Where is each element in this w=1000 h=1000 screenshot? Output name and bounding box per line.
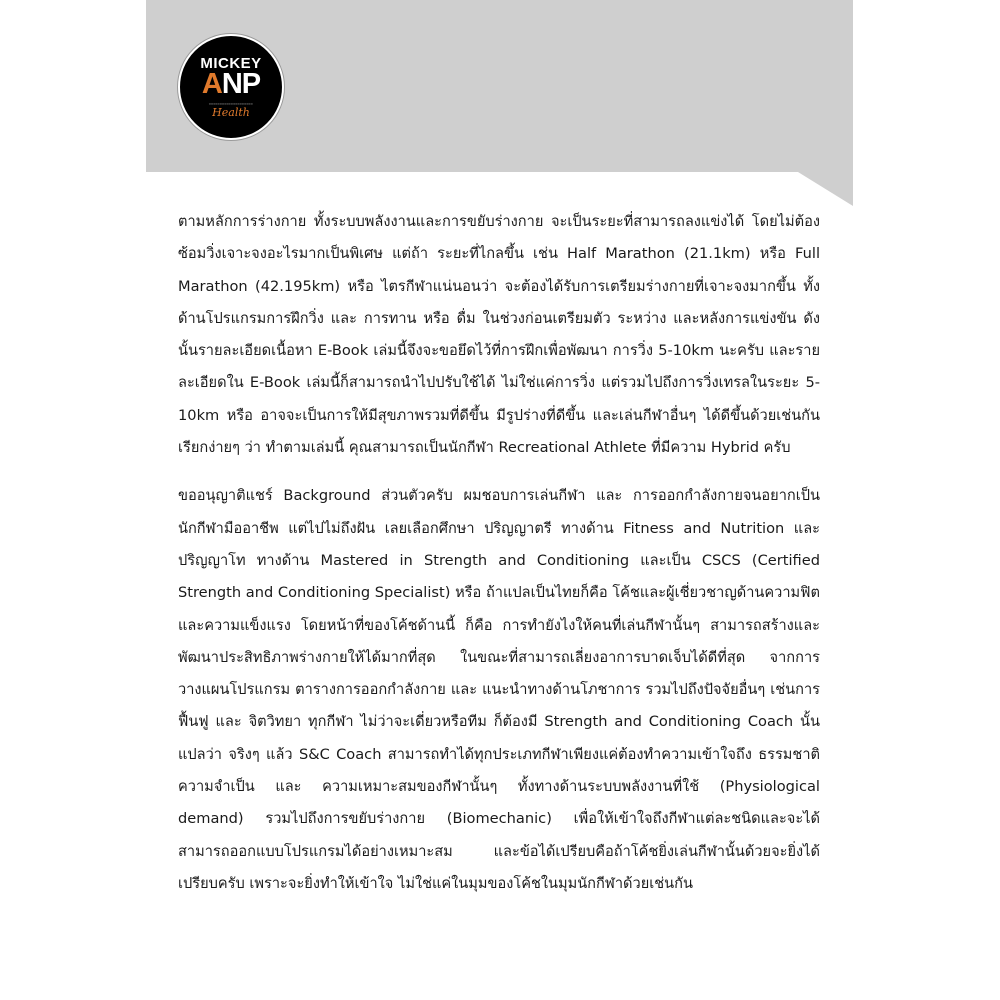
logo-brand-text xyxy=(180,68,282,101)
page-body xyxy=(178,206,820,900)
header-fold-corner xyxy=(798,172,853,206)
body-paragraph-2: ขออนุญาติแชร์ Background ส่วนตัวครับ ผมชอบการเล่นกีฬา และ การออกกำลังกายจนอยากเป็นนักกีฬามืออาชีพ แต่ไปไม่ถึงฝัน เลยเลือกศึกษา ปริญญาตรี ทางด้าน Fitness and Nutrition และ ปริญญาโท ทางด้าน Mastered in Strength and Conditioning และเป็น CSCS (Certified Strength and Conditioning Specialist) หรือ ถ้าแปลเป็นไทยก็คือ โค้ชและผู้เชี่ยวชาญด้านความฟิตและความแข็งแรง โดยหน้าที่ของโค้ชด้านนี้ ก็คือ การทำยังไงให้คนที่เล่นกีฬานั้นๆ สามารถสร้างและพัฒนาประสิทธิภาพร่างกายให้ได้มากที่สุด ในขณะที่สามารถเลี่ยงอาการบาดเจ็บได้ดีที่สุด จากการวางแผนโปรแกรม ตารางการออกกำลังกาย และ แนะนำทางด้านโภชาการ รวมไปถึงปัจจัยอื่นๆ เช่นการฟื้นฟู และ จิตวิทยา ทุกกีฬา ไม่ว่าจะเดี่ยวหรือทีม ก็ต้องมี Strength and Conditioning Coach นั้นแปลว่า จริงๆ แล้ว S&C Coach สามารถทำได้ทุกประเภทกีฬาเพียงแค่ต้องทำความเข้าใจถึง ธรรมชาติ ความจำเป็น และ ความเหมาะสมของกีฬานั้นๆ ทั้งทางด้านระบบพลังงานที่ใช้ (Physiological demand) รวมไปถึงการขยับร่างกาย (Biomechanic) เพื่อให้เข้าใจถึงกีฬาแต่ละชนิดและจะได้สามารถออกแบบโปรแกรมได้อย่างเหมาะสม และข้อได้เปรียบคือถ้าโค้ชยิ่งเล่นกีฬานั้นด้วยจะยิ่งได้เปรียบครับ เพราะจะยิ่งทำให้เข้าใจ ไม่ใช่แค่ในมุมของโค้ชในมุมนักกีฬาด้วยเช่นกัน xyxy=(178,487,820,892)
logo-brand-rest: NP xyxy=(221,68,261,100)
logo-brand-accent: A xyxy=(201,68,222,100)
logo-top-text: MICKEY xyxy=(200,55,262,72)
logo-script-text: Health xyxy=(212,106,250,119)
body-paragraph-1: ตามหลักการร่างกาย ทั้งระบบพลังงานและการขยับร่างกาย จะเป็นระยะที่สามารถลงแข่งได้ โดยไม่ต้องซ้อมวิ่งเจาะจงอะไรมากเป็นพิเศษ แต่ถ้า ระยะที่ไกลขึ้น เช่น Half Marathon (21.1km) หรือ Full Marathon (42.195km) หรือ ไตรกีฬาแน่นอนว่า จะต้องได้รับการเตรียมร่างกายที่เจาะจงมากขึ้น ทั้งด้านโปรแกรมการฝึกวิ่ง และ การทาน หรือ ดื่ม ในช่วงก่อนเตรียมตัว ระหว่าง และหลังการแข่งขัน ดังนั้นรายละเอียดเนื้อหา E-Book เล่มนี้จึงจะขอยึดไว้ที่การฝึกเพื่อพัฒนา การวิ่ง 5-10km นะครับ และรายละเอียดใน E-Book เล่มนี้ก็สามารถนำไปปรับใช้ได้ ไม่ใช่แค่การวิ่ง แต่รวมไปถึงการวิ่งเทรลในระยะ 5-10km หรือ อาจจะเป็นการให้มีสุขภาพรวมที่ดีขึ้น มีรูปร่างที่ดีขึ้น และเล่นกีฬาอื่นๆ ได้ดีขึ้นด้วยเช่นกัน เรียกง่ายๆ ว่า ทำตามเล่มนี้ คุณสามารถเป็นนักกีฬา Recreational Athlete ที่มีความ Hybrid ครับ xyxy=(178,213,820,457)
brand-logo xyxy=(178,34,284,140)
logo-tagline-line: ━━━━━━━━━━━━━━━━━━━━ xyxy=(208,102,254,106)
